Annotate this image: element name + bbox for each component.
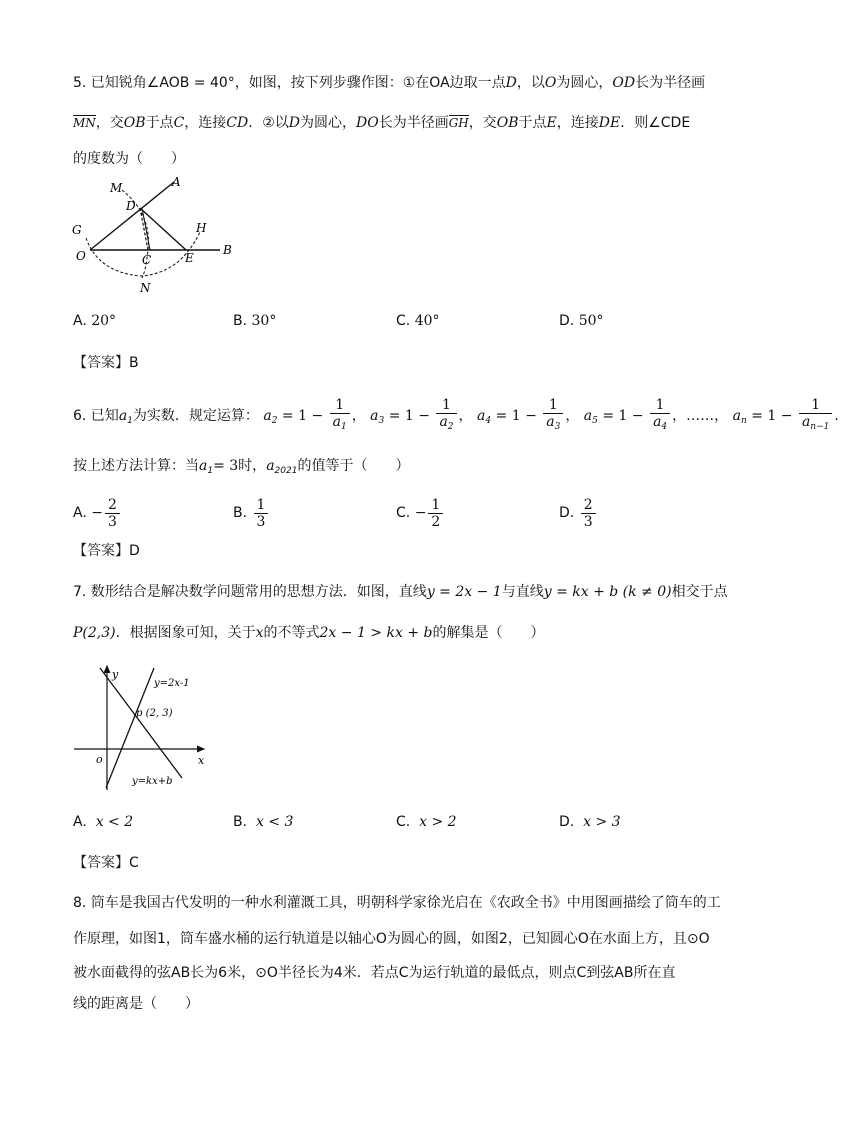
q5-arc-label: MN: [73, 116, 96, 130]
q6-choice-d[interactable]: [559, 496, 598, 530]
q5-choice-a[interactable]: [73, 309, 116, 333]
q5-arc-label: GH: [448, 116, 469, 130]
choice-letter: D.: [559, 505, 575, 521]
q5-label-g: G: [72, 223, 82, 237]
q7-label-line2: y=kx+b: [132, 776, 173, 787]
q5-text: ．②以: [248, 115, 289, 131]
q8-line-4: 线的距离是（ ）: [73, 996, 199, 1012]
choice-den: 3: [583, 513, 593, 530]
q5-line-1: [73, 73, 705, 93]
q5-label-h: H: [196, 221, 207, 235]
q6-rule-a4: $a_4$: [476, 408, 492, 426]
q7-eq: 2x − 1 > kx + b: [319, 625, 433, 641]
choice-text: 50°: [578, 313, 604, 329]
q5-line-3: 的度数为（ ）: [73, 151, 185, 167]
choice-letter: D.: [559, 814, 575, 830]
q7-eq: y = 2x − 1: [426, 584, 502, 600]
q5-text: ，连接: [556, 115, 599, 131]
q7-text: 的不等式: [263, 625, 320, 641]
q6-rule-frac: $\frac{1}{a_2}$: [436, 397, 456, 435]
q5-label-e: E: [185, 251, 194, 265]
q7-label-o: o: [96, 753, 103, 766]
choice-text: 40°: [414, 313, 440, 329]
q6-rule-frac: $\frac{1}{a_{n-1}}$: [799, 397, 832, 435]
answer-tag: 【答案】: [73, 355, 129, 371]
q6-text: = 3时，: [213, 458, 267, 474]
q5-choices: [73, 309, 723, 333]
q6-rule-frac: $\frac{1}{a_4}$: [650, 397, 670, 435]
q6-choice-c[interactable]: [396, 496, 445, 530]
q7-text: 的解集是（ ）: [432, 625, 545, 641]
answer-value: C: [129, 855, 139, 871]
q6-answer: [73, 541, 140, 561]
q5-text: ，交: [468, 115, 497, 131]
q5-text: 为圆心，: [300, 115, 357, 131]
q7-var: x: [255, 625, 264, 641]
q5-var: DO: [356, 115, 379, 131]
q5-line-2: [73, 113, 690, 133]
q5-var: O: [544, 75, 557, 91]
choice-num: 1: [428, 497, 443, 514]
q6-line-1: 6. 已知$a_1$为实数．规定运算： $a_2 = 1$ − $\frac{1}{a_1}$ ， $a_3 = 1$ − $\frac{1}{a_2}$ ， $a_4 = 1$ − $\frac{1}{a_3}$ ， $a_5 = 1$ − $\frac{1}{a_4}$ ，……， $a_n = 1$ − $\frac{1}{a_{n-1}}$ ．: [73, 396, 848, 441]
q7-answer: [73, 853, 139, 873]
q7-choice-d[interactable]: [559, 810, 621, 834]
choice-letter: B.: [233, 814, 248, 830]
q5-var: OB: [123, 115, 146, 131]
q5-text: ．则∠CDE: [620, 115, 691, 131]
q5-var: E: [546, 115, 557, 131]
answer-value: B: [129, 355, 139, 371]
q7-label-x: x: [198, 754, 205, 767]
q5-text: ，以: [516, 75, 545, 91]
choice-letter: A.: [73, 313, 87, 329]
q6-text: 的值等于（ ）: [297, 458, 410, 474]
choice-den: 3: [256, 513, 266, 530]
choice-den: 2: [431, 513, 441, 530]
q6-choices: [73, 496, 723, 530]
q6-text: 6. 已知: [73, 408, 119, 424]
q5-var: OB: [496, 115, 519, 131]
answer-tag: 【答案】: [73, 543, 129, 559]
q6-text: 按上述方法计算：当: [73, 458, 199, 474]
q6-rule-frac: $\frac{1}{a_3}$: [543, 397, 563, 435]
q6-text: 为实数．规定运算：: [132, 408, 259, 424]
q5-choice-d[interactable]: [559, 309, 604, 333]
q5-text: ，交: [95, 115, 124, 131]
q5-var: C: [173, 115, 185, 131]
choice-letter: C.: [396, 505, 411, 521]
q7-eq: y = kx + b (k ≠ 0): [543, 584, 672, 600]
choice-letter: C.: [396, 313, 411, 329]
q8-line-3: 被水面截得的弦AB长为6米，⊙O半径长为4米．若点C为运行轨道的最低点，则点C到弦AB所在直: [73, 965, 676, 981]
q6-rule-a3: $a_3$: [370, 408, 385, 426]
q7-line-1: [73, 582, 728, 602]
choice-letter: A.: [73, 505, 87, 521]
answer-value: D: [129, 543, 140, 559]
q6-rule-an: $a_n$: [732, 408, 747, 426]
q5-text: 长为半径画: [378, 115, 449, 131]
choice-den: 3: [107, 513, 117, 530]
q5-var: D: [505, 75, 517, 91]
choice-text: x < 3: [255, 814, 294, 830]
choice-text: x < 2: [95, 814, 134, 830]
q5-label-o: O: [76, 249, 86, 263]
choice-letter: B.: [233, 505, 248, 521]
choice-num: 1: [254, 497, 269, 514]
choice-sign: −: [91, 505, 103, 521]
q8-line-2: 作原理，如图1，筒车盛水桶的运行轨道是以轴心O为圆心的圆，如图2，已知圆心O在水面上方，且⊙O: [73, 931, 710, 947]
q7-line-2: [73, 623, 544, 643]
q5-label-c: C: [142, 253, 152, 267]
q7-choice-b[interactable]: [233, 810, 293, 834]
q6-sub: 1: [127, 416, 133, 426]
q5-var: DE: [598, 115, 621, 131]
q6-rule-a5: $a_5$: [583, 408, 598, 426]
q7-choice-a[interactable]: [73, 810, 133, 834]
choice-text: x > 2: [419, 814, 457, 830]
choice-letter: B.: [233, 313, 248, 329]
q7-label-line1: y=2x-1: [154, 678, 190, 689]
q7-label-point: p (2, 3): [136, 708, 173, 719]
q7-figure: [70, 660, 220, 795]
choice-text: 20°: [91, 313, 117, 329]
q5-answer: [73, 353, 139, 373]
q6-rule-a2: $a_2$: [263, 408, 278, 426]
q7-text: 与直线: [501, 584, 544, 600]
q5-label-d: D: [126, 199, 136, 213]
q6-sub: 2021: [274, 466, 298, 476]
choice-letter: C.: [396, 814, 411, 830]
q7-choice-c[interactable]: [396, 810, 457, 834]
q6-rule-frac: $\frac{1}{a_1}$: [330, 397, 350, 435]
q6-var: a: [118, 408, 128, 424]
q5-ray-oa: [90, 182, 174, 250]
q5-label-m: M: [110, 181, 123, 195]
q6-choice-b[interactable]: [233, 496, 270, 530]
choice-letter: D.: [559, 313, 575, 329]
choice-text: x > 3: [583, 814, 621, 830]
q5-var: D: [288, 115, 301, 131]
q5-label-n: N: [140, 281, 151, 295]
q6-line-2: 按上述方法计算：当$a_1= 3$时，$a_{2021}$的值等于（ ）: [73, 458, 410, 476]
q5-choice-b[interactable]: [233, 309, 276, 333]
q5-label-a: A: [172, 175, 181, 189]
q5-text: 为圆心，: [556, 75, 613, 91]
q6-text: ，……，: [672, 408, 729, 424]
q5-figure: [70, 172, 240, 297]
q5-label-b: B: [223, 243, 232, 257]
choice-num: 2: [581, 497, 596, 514]
q5-var: CD: [226, 115, 249, 131]
q6-choice-a[interactable]: [73, 496, 122, 530]
q5-text: 5. 已知锐角∠AOB = 40°，如图，按下列步骤作图：①在OA边取一点: [73, 75, 506, 91]
q7-label-y: y: [112, 668, 119, 681]
q5-var: OD: [612, 75, 636, 91]
q5-text: 于点: [518, 115, 547, 131]
choice-letter: A.: [73, 814, 87, 830]
q7-eq: P(2,3): [73, 625, 116, 641]
choice-sign: −: [414, 505, 427, 521]
choice-num: 2: [105, 497, 120, 514]
q6-sub: 1: [207, 466, 214, 476]
q5-text: 长为半径画: [635, 75, 706, 91]
q7-text: 相交于点: [671, 584, 728, 600]
q7-text: ．根据图象可知，关于: [115, 625, 256, 641]
q5-choice-c[interactable]: [396, 309, 440, 333]
answer-tag: 【答案】: [73, 855, 129, 871]
q5-text: ，连接: [184, 115, 227, 131]
q5-text: 于点: [145, 115, 174, 131]
q8-line-1: 8. 筒车是我国古代发明的一种水利灌溉工具，明朝科学家徐光启在《农政全书》中用图画描绘了筒车的工: [73, 895, 721, 911]
q7-text: 7. 数形结合是解决数学问题常用的思想方法．如图，直线: [73, 584, 427, 600]
choice-text: 30°: [251, 313, 277, 329]
q7-choices: [73, 810, 723, 834]
